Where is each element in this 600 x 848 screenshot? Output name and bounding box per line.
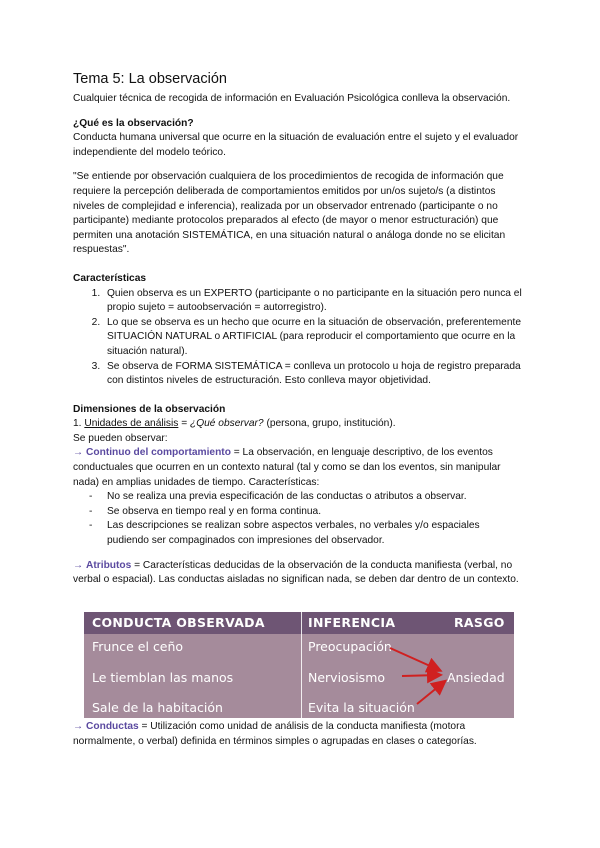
continuo-term: Continuo del comportamiento bbox=[86, 447, 231, 459]
conducta-cell: Frunce el ceño bbox=[92, 639, 184, 654]
arrow-icon bbox=[390, 648, 439, 670]
question-heading: ¿Qué es la observación? bbox=[73, 117, 194, 129]
dimensions-heading: Dimensiones de la observación bbox=[73, 403, 226, 415]
atributos-paragraph bbox=[73, 559, 523, 588]
conducta-cell: Le tiemblan las manos bbox=[92, 670, 234, 685]
units-term: Unidades de análisis bbox=[84, 418, 179, 430]
atributos-term: Atributos bbox=[86, 559, 132, 571]
conducta-cell: Sale de la habitación bbox=[92, 700, 223, 715]
inference-arrows bbox=[84, 612, 514, 718]
characteristics-list bbox=[73, 287, 523, 389]
list-item: 3. Se observa de FORMA SISTEMÁTICA = conlleva un protocolo u hoja de registro preparada con distintos niveles de estructuración. Esto conlleva mayor objetividad. bbox=[103, 360, 523, 389]
arrow-glyph: → bbox=[73, 559, 84, 571]
units-line bbox=[73, 417, 523, 432]
list-item: - Se observa en tiempo real y en forma continua. bbox=[89, 505, 523, 520]
can-observe-line: Se pueden observar: bbox=[73, 432, 168, 444]
list-item: 2. Lo que se observa es un hecho que ocurre en la situación de observación, preferentemente SITUACIÓN NATURAL o ARTIFICIAL (para reproducir el comportamiento que ocurre en la situación natural). bbox=[103, 316, 523, 360]
inferencia-cell: Evita la situación bbox=[308, 700, 415, 715]
atributos-text: = Características deducidas de la observación de la conducta manifiesta (verbal, no verbal o espacial). Las conductas aisladas no significan nada, se deben dar dentro de un contexto. bbox=[73, 559, 519, 586]
header-conducta: CONDUCTA OBSERVADA bbox=[92, 615, 265, 630]
conductas-section bbox=[73, 720, 523, 749]
conductas-paragraph bbox=[73, 720, 523, 749]
page-title: Tema 5: La observación bbox=[73, 71, 227, 87]
units-question: ¿Qué observar? bbox=[189, 418, 264, 430]
conductas-text: = Utilización como unidad de análisis de la conducta manifiesta (motora normalmente, o verbal) definida en términos simples o agrupadas en clases o categorías. bbox=[73, 721, 477, 747]
list-item: - No se realiza una previa especificación de las conductas o atributos a observar. bbox=[89, 490, 523, 505]
continuo-paragraph bbox=[73, 446, 523, 490]
arrow-glyph: → bbox=[73, 721, 84, 732]
intro-paragraph: Cualquier técnica de recogida de información en Evaluación Psicológica conlleva la observación. bbox=[73, 93, 511, 104]
list-item: - Las descripciones se realizan sobre aspectos verbales, no verbales y/o espaciales pudiendo ser compaginados con impresiones del observador. bbox=[89, 519, 523, 548]
arrow-icon bbox=[417, 682, 444, 704]
arrow-icon bbox=[402, 675, 439, 676]
inferencia-cell: Nerviosismo bbox=[308, 670, 386, 685]
question-answer: Conducta humana universal que ocurre en la situación de evaluación entre el sujeto y el evaluador independiente del modelo teórico. bbox=[73, 132, 519, 158]
units-number: 1. bbox=[73, 418, 82, 430]
units-rest: (persona, grupo, institución). bbox=[263, 418, 396, 430]
continuo-text: = La observación, en lenguaje descriptivo, de los eventos conductuales que ocurren en un contexto natural (tal y como se dan los eventos, sin manipular nada) en amplias unidades de tiempo. Características: bbox=[73, 447, 501, 488]
continuo-list bbox=[73, 490, 523, 548]
inferencia-cell: Preocupación bbox=[308, 639, 392, 654]
header-inferencia: INFERENCIA bbox=[308, 615, 396, 630]
document-page bbox=[73, 70, 523, 588]
definition-quote: "Se entiende por observación cualquiera de los procedimientos de recogida de información que requiere la percepción deliberada de comportamientos emitidos por un/os sujeto/s (a distintos niveles de complejidad e inferencia), realizada por un observador entrenado (participante o no participante) mediante protocolos preparados al efecto (de mayor o menor estructuración) que permiten una anotación SISTEMÁTICA, en una situación natural o análoga donde no se elicitan respuestas". bbox=[73, 171, 506, 256]
header-rasgo: RASGO bbox=[454, 615, 505, 630]
conductas-term: Conductas bbox=[86, 721, 139, 732]
rasgo-cell: Ansiedad bbox=[447, 670, 505, 685]
characteristics-heading: Características bbox=[73, 272, 147, 284]
list-item: 1. Quien observa es un EXPERTO (participante o no participante en la situación pero nunca el propio sujeto = autoobservación = autorregistro). bbox=[103, 287, 523, 316]
arrow-glyph: → bbox=[73, 447, 84, 459]
units-equals: = bbox=[178, 418, 190, 430]
attributes-table bbox=[84, 612, 514, 718]
